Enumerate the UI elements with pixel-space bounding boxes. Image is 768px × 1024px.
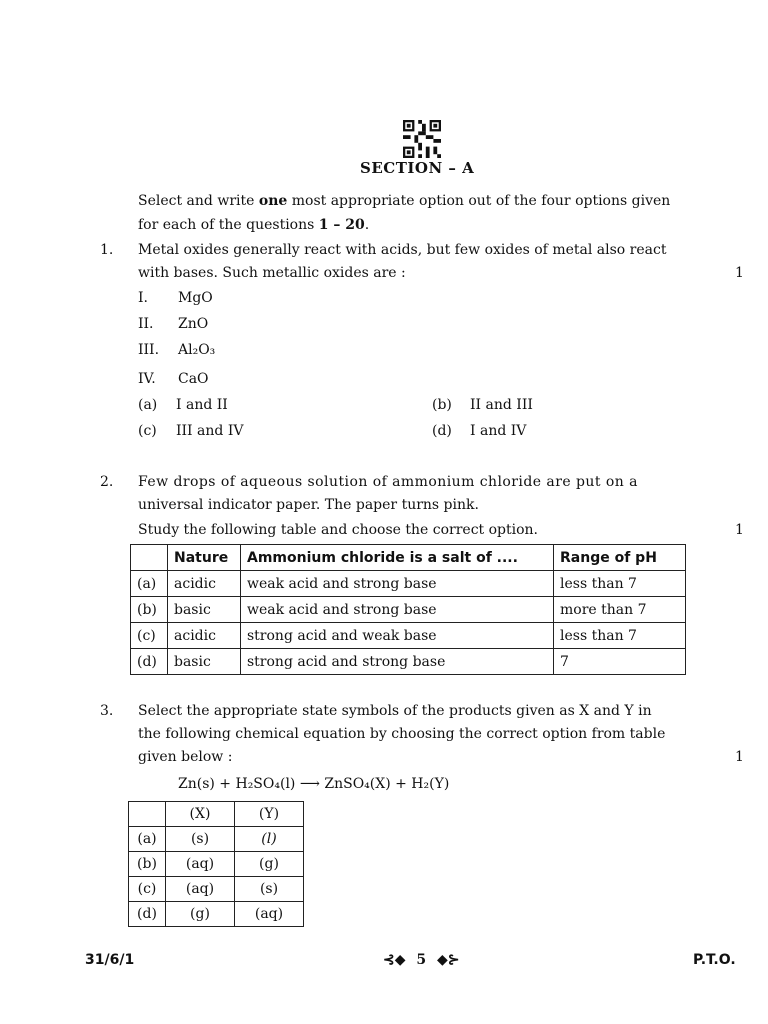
table-cell: (l) bbox=[235, 827, 304, 852]
page-number: ⊰◆ 5 ◆⊱ bbox=[383, 952, 460, 968]
table-cell: 7 bbox=[554, 649, 686, 675]
table-header-cell: Ammonium chloride is a salt of .... bbox=[241, 545, 554, 571]
table-cell: weak acid and strong base bbox=[241, 597, 554, 623]
table-header-cell: Nature bbox=[168, 545, 241, 571]
q3-marks: 1 bbox=[735, 749, 744, 765]
q1-option-a-text: I and II bbox=[176, 397, 228, 413]
table-cell: basic bbox=[168, 597, 241, 623]
paper-code: 31/6/1 bbox=[85, 952, 135, 968]
table-header-row bbox=[129, 802, 304, 827]
q2-marks: 1 bbox=[735, 522, 744, 538]
q1-marks: 1 bbox=[735, 265, 744, 281]
table-cell: strong acid and weak base bbox=[241, 623, 554, 649]
table-cell: (aq) bbox=[166, 877, 235, 902]
q2-table bbox=[130, 544, 686, 675]
q3-text-line-1: Select the appropriate state symbols of the products given as X and Y in bbox=[138, 703, 652, 719]
table-cell: basic bbox=[168, 649, 241, 675]
table-cell: more than 7 bbox=[554, 597, 686, 623]
q2-text-line-1: Few drops of aqueous solution of ammonium chloride are put on a bbox=[138, 474, 638, 490]
q1-option-a-label: (a) bbox=[138, 397, 158, 413]
q2-text-line-2: universal indicator paper. The paper turns pink. bbox=[138, 497, 479, 513]
table-cell: (a) bbox=[131, 571, 168, 597]
q1-item-text: ZnO bbox=[178, 316, 209, 332]
q1-item-text: CaO bbox=[178, 371, 209, 387]
table-header-row bbox=[131, 545, 686, 571]
table-cell: (g) bbox=[235, 852, 304, 877]
q1-item-text: Al₂O₃ bbox=[178, 342, 216, 358]
section-title: SECTION – A bbox=[360, 159, 475, 177]
table-cell: (b) bbox=[129, 852, 166, 877]
ornament-left-icon: ⊰◆ bbox=[383, 952, 406, 968]
table-row bbox=[131, 571, 686, 597]
q1-item-label: III. bbox=[138, 342, 160, 358]
q3-text-line-3: given below : bbox=[138, 749, 233, 765]
ornament-right-icon: ◆⊱ bbox=[437, 952, 460, 968]
table-cell: strong acid and strong base bbox=[241, 649, 554, 675]
q1-option-d-label: (d) bbox=[432, 423, 452, 439]
q3-table bbox=[128, 801, 304, 927]
table-row bbox=[131, 623, 686, 649]
q1-option-c-text: III and IV bbox=[176, 423, 244, 439]
q1-item-text: MgO bbox=[178, 290, 213, 306]
q1-text-line-2: with bases. Such metallic oxides are : bbox=[138, 265, 406, 281]
table-row bbox=[129, 877, 304, 902]
q1-item-label: IV. bbox=[138, 371, 156, 387]
q2-text-line-3: Study the following table and choose the correct option. bbox=[138, 522, 538, 538]
q2-number: 2. bbox=[100, 474, 114, 490]
table-cell: acidic bbox=[168, 571, 241, 597]
instructions-line-1: Select and write one most appropriate option out of the four options given bbox=[138, 193, 671, 209]
table-row bbox=[129, 852, 304, 877]
qr-code-icon bbox=[402, 120, 442, 158]
chemical-equation: Zn(s) + H₂SO₄(l) ⟶ ZnSO₄(X) + H₂(Y) bbox=[178, 776, 450, 792]
table-header-cell bbox=[131, 545, 168, 571]
q1-number: 1. bbox=[100, 242, 114, 258]
table-cell: (aq) bbox=[166, 852, 235, 877]
table-cell: (s) bbox=[166, 827, 235, 852]
table-cell: (aq) bbox=[235, 902, 304, 927]
table-cell: (a) bbox=[129, 827, 166, 852]
table-cell: less than 7 bbox=[554, 623, 686, 649]
q1-option-d-text: I and IV bbox=[470, 423, 527, 439]
q1-option-b-text: II and III bbox=[470, 397, 533, 413]
pto-label: P.T.O. bbox=[693, 952, 736, 968]
table-cell: (d) bbox=[129, 902, 166, 927]
q1-item-label: II. bbox=[138, 316, 154, 332]
table-cell: less than 7 bbox=[554, 571, 686, 597]
table-row bbox=[129, 902, 304, 927]
q1-item-label: I. bbox=[138, 290, 148, 306]
table-cell: (b) bbox=[131, 597, 168, 623]
table-cell: acidic bbox=[168, 623, 241, 649]
table-header-cell: (X) bbox=[166, 802, 235, 827]
table-cell: (g) bbox=[166, 902, 235, 927]
q1-option-c-label: (c) bbox=[138, 423, 157, 439]
table-row bbox=[131, 597, 686, 623]
q3-text-line-2: the following chemical equation by choosing the correct option from table bbox=[138, 726, 666, 742]
q3-number: 3. bbox=[100, 703, 114, 719]
table-header-cell bbox=[129, 802, 166, 827]
q1-text-line-1: Metal oxides generally react with acids, but few oxides of metal also react bbox=[138, 242, 667, 258]
table-cell: (s) bbox=[235, 877, 304, 902]
table-header-cell: Range of pH bbox=[554, 545, 686, 571]
q1-option-b-label: (b) bbox=[432, 397, 452, 413]
table-row bbox=[129, 827, 304, 852]
instructions-line-2: for each of the questions 1 – 20. bbox=[138, 217, 370, 233]
table-cell: (c) bbox=[131, 623, 168, 649]
table-row bbox=[131, 649, 686, 675]
table-header-cell: (Y) bbox=[235, 802, 304, 827]
table-cell: (d) bbox=[131, 649, 168, 675]
table-cell: (c) bbox=[129, 877, 166, 902]
table-cell: weak acid and strong base bbox=[241, 571, 554, 597]
